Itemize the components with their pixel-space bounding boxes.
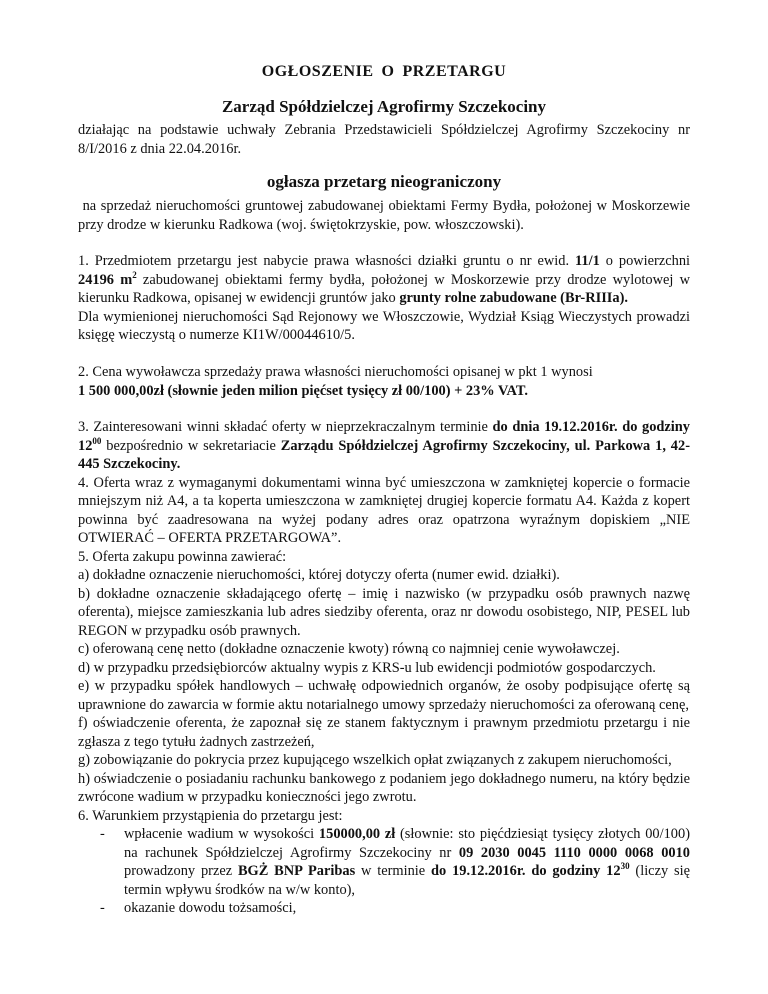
section-5-item-d: d) w przypadku przedsiębiorców aktualny wypis z KRS-u lub ewidencji podmiotów gospodarczych. xyxy=(78,659,656,676)
section-5-item-b: b) dokładne oznaczenie składającego ofertę – imię i nazwisko (w przypadku osób prawnych nazwę oferenta), miejsce zamieszkania lub adres siedziby oferenta, oraz nr dowodu osobistego, NIP, PESEL lub REGON w przypadku osób prawnych. xyxy=(78,585,690,639)
document-title: OGŁOSZENIE O PRZETARGU xyxy=(261,63,507,80)
announcement-heading: ogłasza przetarg nieograniczony xyxy=(266,172,502,191)
section-5-item-g: g) zobowiązanie do pokrycia przez kupującego wszelkich opłat związanych z zakupem nieruchomości, xyxy=(78,752,672,768)
section-6-item-id: - okazanie dowodu tożsamości, xyxy=(100,900,297,916)
section-5-item-c: c) oferowaną cenę netto (dokładne oznaczenie kwoty) równą co najmniej cenie wywoławczej. xyxy=(78,641,620,657)
section-6-item-deposit: - wpłacenie wadium w wysokości 150000,00 zł (słownie: sto pięćdziesiąt tysięcy złotych 00/100) na rachunek Spółdzielczej Agrofirmy Szczekociny nr 09 2030 0045 1110 0000 0068 0010 prowadzony przez BGŻ BNP Paribas w terminie do 19.12.2016r. do godziny $12^{30}$ (liczy się termin wpływu środków na w/w konto), xyxy=(100,826,690,898)
section-6-heading: 6. Warunkiem przystąpienia do przetargu jest: xyxy=(78,807,343,824)
section-5-item-a: a) dokładne oznaczenie nieruchomości, której dotyczy oferta (numer ewid. działki). xyxy=(78,567,560,583)
section-3-to-6-content xyxy=(78,418,690,918)
organization-name: Zarząd Spółdzielczej Agrofirmy Szczekociny xyxy=(221,97,547,116)
intro-paragraph: na sprzedaż nieruchomości gruntowej zabudowanej obiektami Fermy Bydła, położonej w Moskorzewie przy drodze w kierunku Radkowa (woj. świętokrzyskie, pow. włoszczowski). xyxy=(78,198,694,233)
section-2-paragraph: 2. Cena wywoławcza sprzedaży prawa własności nieruchomości opisanej w pkt 1 wynosi 1 500 000,00zł (słownie jeden milion pięćset tysięcy zł 00/100) + 23% VAT. xyxy=(78,364,593,399)
section-5-heading: 5. Oferta zakupu powinna zawierać: xyxy=(78,548,287,565)
section-5-item-h: h) oświadczenie o posiadaniu rachunku bankowego z podaniem jego dokładnego numeru, na który będzie zwrócone wadium w przypadku konieczności jego zwrotu. xyxy=(78,770,690,805)
section-1-paragraph: 1. Przedmiotem przetargu jest nabycie prawa własności działki gruntu o nr ewid. 11/1 o powierzchni 24196 $m^2$ zabudowanej obiektami fermy bydła, położonej w Moskorzewie przy drodze wylotowej w kierunku Radkowa, opisanej w ewidencji gruntów jako grunty rolne zabudowane (Br-RIIIa). Dla wymienionej nieruchomości Sąd Rejonowy we Włoszczowie, Wydział Ksiąg Wieczystych prowadzi księgę wieczystą o numerze KI1W/00044610/5. xyxy=(78,253,691,343)
section-5-item-e: e) w przypadku spółek handlowych – uchwałę odpowiednich organów, że osoby podpisujące ofertę są uprawnione do zawarcia w formie aktu notarialnego umowy sprzedaży nieruchomości za oferowaną cenę, xyxy=(78,678,690,713)
section-4-paragraph: 4. Oferta wraz z wymaganymi dokumentami winna być umieszczona w zamkniętej kopercie o formacie mniejszym niż A4, a ta koperta umieszczona w zamkniętej drugiej kopercie formatu A4. Każda z kopert powinna być zaadresowana na wyżej podany adres oraz opatrzona wyraźnym dopiskiem „NIE OTWIERAĆ – OFERTA PRZETARGOWA”. xyxy=(78,474,690,546)
legal-basis-paragraph: działając na podstawie uchwały Zebrania Przedstawicieli Spółdzielczej Agrofirmy Szczekociny nr 8/I/2016 z dnia 22.04.2016r. xyxy=(78,122,690,157)
section-5-item-f: f) oświadczenie oferenta, że zapoznał się ze stanem faktycznym i prawnym przedmiotu przetargu i nie zgłasza z tego tytułu żadnych zastrzeżeń, xyxy=(78,715,690,750)
section-3-paragraph: 3. Zainteresowani winni składać oferty w nieprzekraczalnym terminie do dnia 19.12.2016r. do godziny $12^{00}$ bezpośrednio w sekretariacie Zarządu Spółdzielczej Agrofirmy Szczekociny, ul. Parkowa 1, 42-445 Szczekociny. xyxy=(78,419,690,472)
